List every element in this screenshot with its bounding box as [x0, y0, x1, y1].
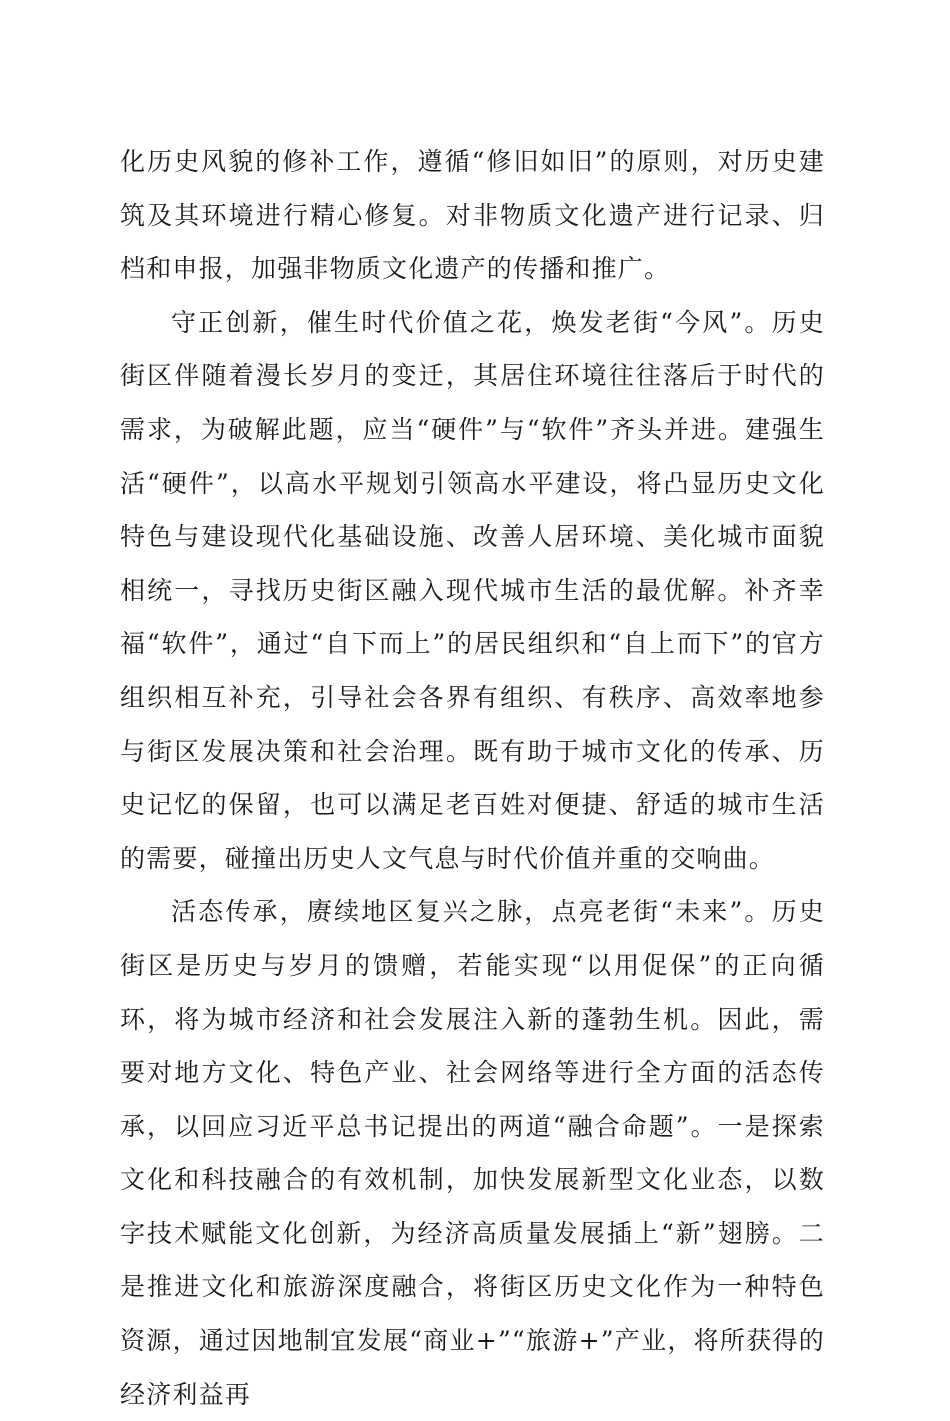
- paragraph-continuation: 化历史风貌的修补工作，遵循“修旧如旧”的原则，对历史建筑及其环境进行精心修复。对非物质文化遗产进行记录、归档和申报，加强非物质文化遗产的传播和推广。: [120, 147, 825, 284]
- body-text: [120, 135, 825, 1421]
- paragraph-innovation: 守正创新，催生时代价值之花，焕发老街“今风”。历史街区伴随着漫长岁月的变迁，其居住环境往往落后于时代的需求，为破解此题，应当“硬件”与“软件”齐头并进。建强生活“硬件”，以高水平规划引领高水平建设，将凸显历史文化特色与建设现代化基础设施、改善人居环境、美化城市面貌相统一，寻找历史街区融入现代城市生活的最优解。补齐幸福“软件”，通过“自下而上”的居民组织和“自上而下”的官方组织相互补充，引导社会各界有组织、有秩序、高效率地参与街区发展决策和社会治理。既有助于城市文化的传承、历史记忆的保留，也可以满足老百姓对便捷、舒适的城市生活的需要，碰撞出历史人文气息与时代价值并重的交响曲。: [120, 307, 825, 873]
- paragraph-living-heritage: 活态传承，赓续地区复兴之脉，点亮老街“未来”。历史街区是历史与岁月的馈赠，若能实现“以用促保”的正向循环，将为城市经济和社会发展注入新的蓬勃生机。因此，需要对地方文化、特色产业、社会网络等进行全方面的活态传承，以回应习近平总书记提出的两道“融合命题”。一是探索文化和科技融合的有效机制，加快发展新型文化业态，以数字技术赋能文化创新，为经济高质量发展插上“新”翅膀。二是推进文化和旅游深度融合，将街区历史文化作为一种特色资源，通过因地制宜发展“商业+”“旅游+”产业，将所获得的经济利益再: [120, 897, 825, 1409]
